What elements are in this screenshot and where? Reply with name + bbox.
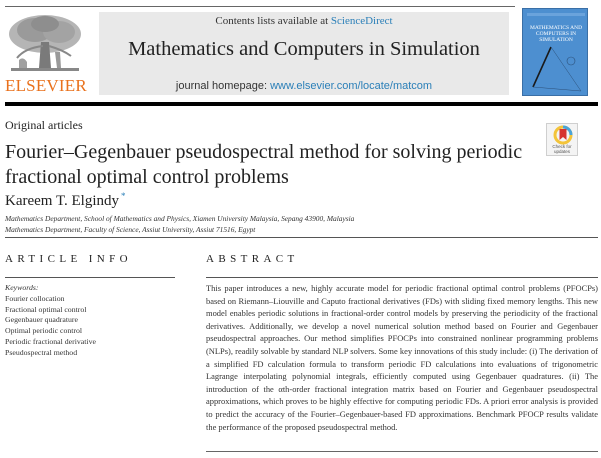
homepage-link[interactable]: www.elsevier.com/locate/matcom (270, 80, 433, 92)
keywords-label: Keywords: (5, 283, 39, 292)
check-for-updates-button[interactable] (546, 123, 578, 156)
journal-header (99, 12, 509, 95)
abstract-text: This paper introduces a new, highly accurate model for periodic fractional optimal control problems (PFOCPs) based on Riemann–Liouville and Caputo fractional derivatives (FDs) with sliding fixed memory lengths. This new model enables periodic solutions in fractional-order control models by preserving the periodicity of the fractional derivatives. Additionally, we develop a novel numerical solution method based on Fourier and Gegenbauer pseudospectral approaches. Our method simplifies PFOCPs into constrained nonlinear programming problems (NLPs), readily solvable by standard NLP solvers. Some key innovations of this study include: (i) The derivation of a simplified FD calculation formula to transform periodic FD calculations into evaluations of trigonometric Lagrange interpolating polynomial integrals, efficiently computed using Gegenbauer quadratures. (ii) The introduction of the αth-order fractional integration matrix based on Fourier and Gegenbauer pseudospectral approximations, which proves to be highly effective for computing periodic FDs. A priori error analysis is provided to predict the accuracy of the Fourier–Gegenbauer-based FD approximations. Benchmark PFOCP results validate the performance of the proposed pseudospectral method. (206, 283, 598, 432)
journal-cover[interactable] (522, 8, 588, 96)
cover-graphic-icon (523, 9, 588, 96)
top-rule (5, 6, 515, 7)
journal-title: Mathematics and Computers in Simulation (128, 38, 480, 60)
affiliations-divider (5, 237, 598, 238)
article-section: Original articles (5, 118, 83, 132)
keywords-list (5, 283, 96, 359)
sciencedirect-link[interactable]: ScienceDirect (330, 15, 393, 27)
cover-title: MATHEMATICS AND COMPUTERS IN SIMULATION (529, 25, 583, 43)
tree-icon (5, 12, 85, 76)
header-divider (5, 102, 598, 106)
keyword-item: Gegenbauer quadrature (5, 315, 78, 325)
crossmark-icon (547, 124, 579, 146)
keyword-item: Periodic fractional derivative (5, 336, 96, 346)
author-name[interactable]: Kareem T. Elgindy (5, 193, 119, 209)
homepage-line (99, 80, 509, 92)
article-info-divider (5, 277, 175, 278)
keyword-item: Pseudospectral method (5, 347, 78, 357)
homepage-prefix: journal homepage: (175, 80, 271, 92)
affiliation-2: Mathematics Department, Faculty of Science, Assiut University, Assiut 71516, Egypt (5, 225, 256, 234)
elsevier-logo[interactable] (5, 12, 85, 94)
publisher-wordmark: ELSEVIER (5, 76, 87, 95)
abstract-bottom-divider (206, 451, 598, 452)
affiliation-1: Mathematics Department, School of Mathematics and Physics, Xiamen University Malaysia, Sepang 43900, Malaysia (5, 214, 355, 223)
crossmark-label: Check for updates (552, 144, 572, 154)
author-line (5, 191, 126, 210)
keyword-item: Fourier collocation (5, 293, 65, 303)
contents-prefix: Contents lists available at (215, 15, 331, 27)
keyword-item: Fractional optimal control (5, 304, 87, 314)
abstract-divider (206, 277, 598, 278)
abstract-heading: ABSTRACT (206, 253, 299, 265)
article-info-heading: ARTICLE INFO (5, 253, 132, 265)
corresponding-author-marker[interactable]: * (121, 191, 126, 201)
contents-line (99, 15, 509, 27)
keyword-item: Optimal periodic control (5, 326, 83, 336)
article-title: Fourier–Gegenbauer pseudospectral method for solving periodic fractional optimal control problems (5, 141, 523, 188)
